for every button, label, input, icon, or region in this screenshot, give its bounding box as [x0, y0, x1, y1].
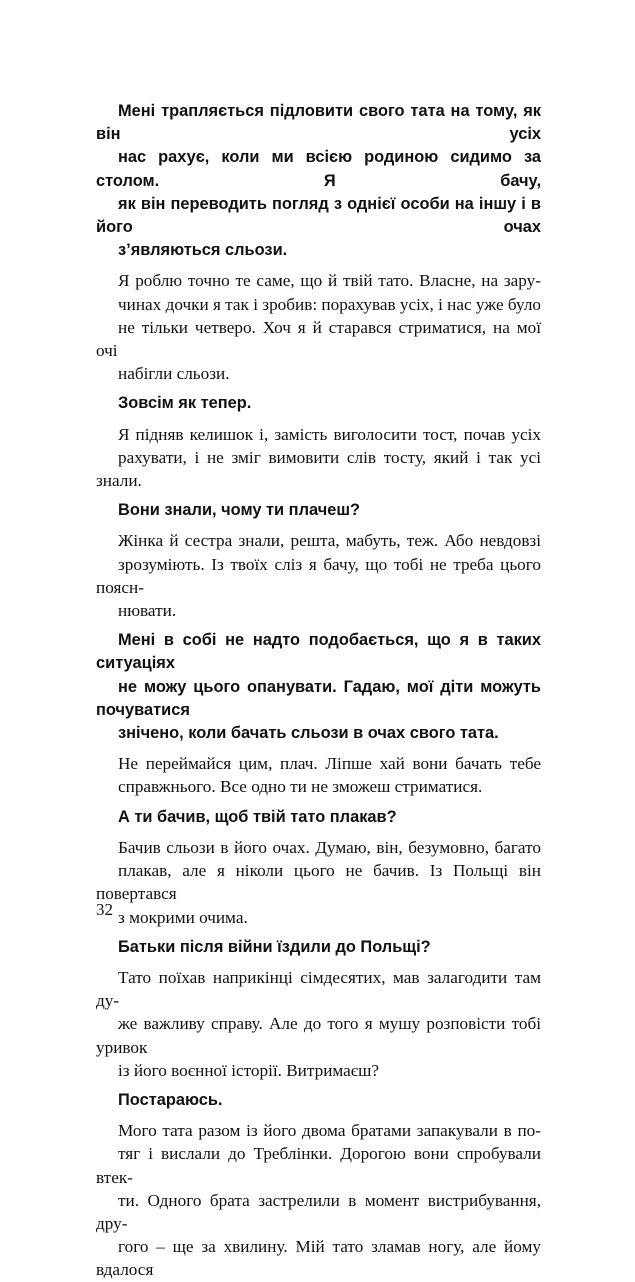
text-line: нас рахує, коли ми всією родиною сидимо за столом. Я бачу, — [96, 148, 541, 190]
page-number: 32 — [96, 900, 113, 919]
text-line: з’являються сльози. — [118, 241, 288, 260]
text-line: нювати. — [118, 601, 177, 621]
text-line: Мені трапляється підловити свого тата на тому, як він усіх — [96, 102, 541, 144]
question-paragraph — [96, 499, 541, 522]
text-line: із його воєнної історії. Витримаєш? — [118, 1060, 380, 1080]
answer-paragraph — [96, 1119, 541, 1281]
text-line: Жінка й сестра знали, решта, мабуть, теж. Або невдовзі — [118, 531, 541, 551]
text-line: Бачив сльози в його очах. Думаю, він, безумовно, багато — [118, 837, 541, 857]
question-paragraph — [96, 392, 541, 415]
text-line: Не переймайся цим, плач. Ліпше хай вони бачать тебе — [118, 754, 541, 774]
question-paragraph — [96, 936, 541, 959]
text-line: з мокрими очима. — [118, 907, 248, 927]
main-text — [96, 100, 541, 1282]
text-line: рахувати, і не зміг вимовити слів тосту, який і так усі знали. — [96, 447, 541, 491]
text-line: тяг і вислали до Треблінки. Дорогою вони спробували втек- — [96, 1144, 541, 1187]
text-line: не тільки четверо. Хоч я й старався стриматися, на мої очі — [96, 317, 541, 361]
answer-paragraph — [96, 966, 541, 1082]
text-line: справжнього. Все одно ти не зможеш стриматися. — [118, 777, 483, 797]
text-line: як він переводить погляд з однієї особи на іншу і в його очах — [96, 194, 541, 237]
text-line: ти. Одного брата застрелили в момент вистрибування, дру- — [96, 1190, 541, 1233]
answer-paragraph — [96, 836, 541, 929]
answer-paragraph — [96, 269, 541, 385]
text-line: не можу цього опанувати. Гадаю, мої діти можуть почуватися — [96, 677, 541, 719]
text-line: плакав, але я ніколи цього не бачив. Із Польщі він повертався — [96, 861, 541, 904]
text-line: чинах дочки я так і зробив: порахував усіх, і нас уже було — [118, 294, 541, 314]
text-line: Мого тата разом із його двома братами запакували в по- — [118, 1121, 541, 1141]
question-paragraph — [96, 806, 541, 829]
answer-paragraph — [96, 423, 541, 493]
text-line: Мені в собі не надто подобається, що я в таких ситуаціях — [96, 631, 541, 673]
text-line: А ти бачив, щоб твій тато плакав? — [118, 807, 397, 826]
text-line: Я роблю точно те саме, що й твій тато. Власне, на зару- — [118, 271, 541, 291]
text-line: Я підняв келишок і, замість виголосити тост, почав усіх — [118, 424, 541, 444]
text-line: Постараюсь. — [118, 1090, 223, 1109]
answer-paragraph — [96, 529, 541, 622]
text-line: Вони знали, чому ти плачеш? — [118, 501, 361, 520]
text-line: же важливу справу. Але до того я мушу розповісти тобі уривок — [96, 1014, 541, 1057]
text-line: Тато поїхав наприкінці сімдесятих, мав залагодити там ду- — [96, 967, 541, 1011]
text-line: набігли сльози. — [118, 364, 230, 384]
text-line: Батьки після війни їздили до Польщі? — [118, 937, 431, 956]
text-line: знічено, коли бачать сльози в очах свого тата. — [118, 724, 499, 743]
question-paragraph — [96, 629, 541, 745]
text-line: Зовсім як тепер. — [118, 394, 252, 413]
question-paragraph — [96, 1089, 541, 1112]
text-line: зрозуміють. Із твоїх сліз я бачу, що тобі не треба цього поясн- — [96, 554, 541, 597]
text-line: гого – ще за хвилину. Мій тато зламав ногу, але йому вдалося — [96, 1237, 541, 1280]
answer-paragraph — [96, 752, 541, 798]
question-paragraph — [96, 100, 541, 262]
